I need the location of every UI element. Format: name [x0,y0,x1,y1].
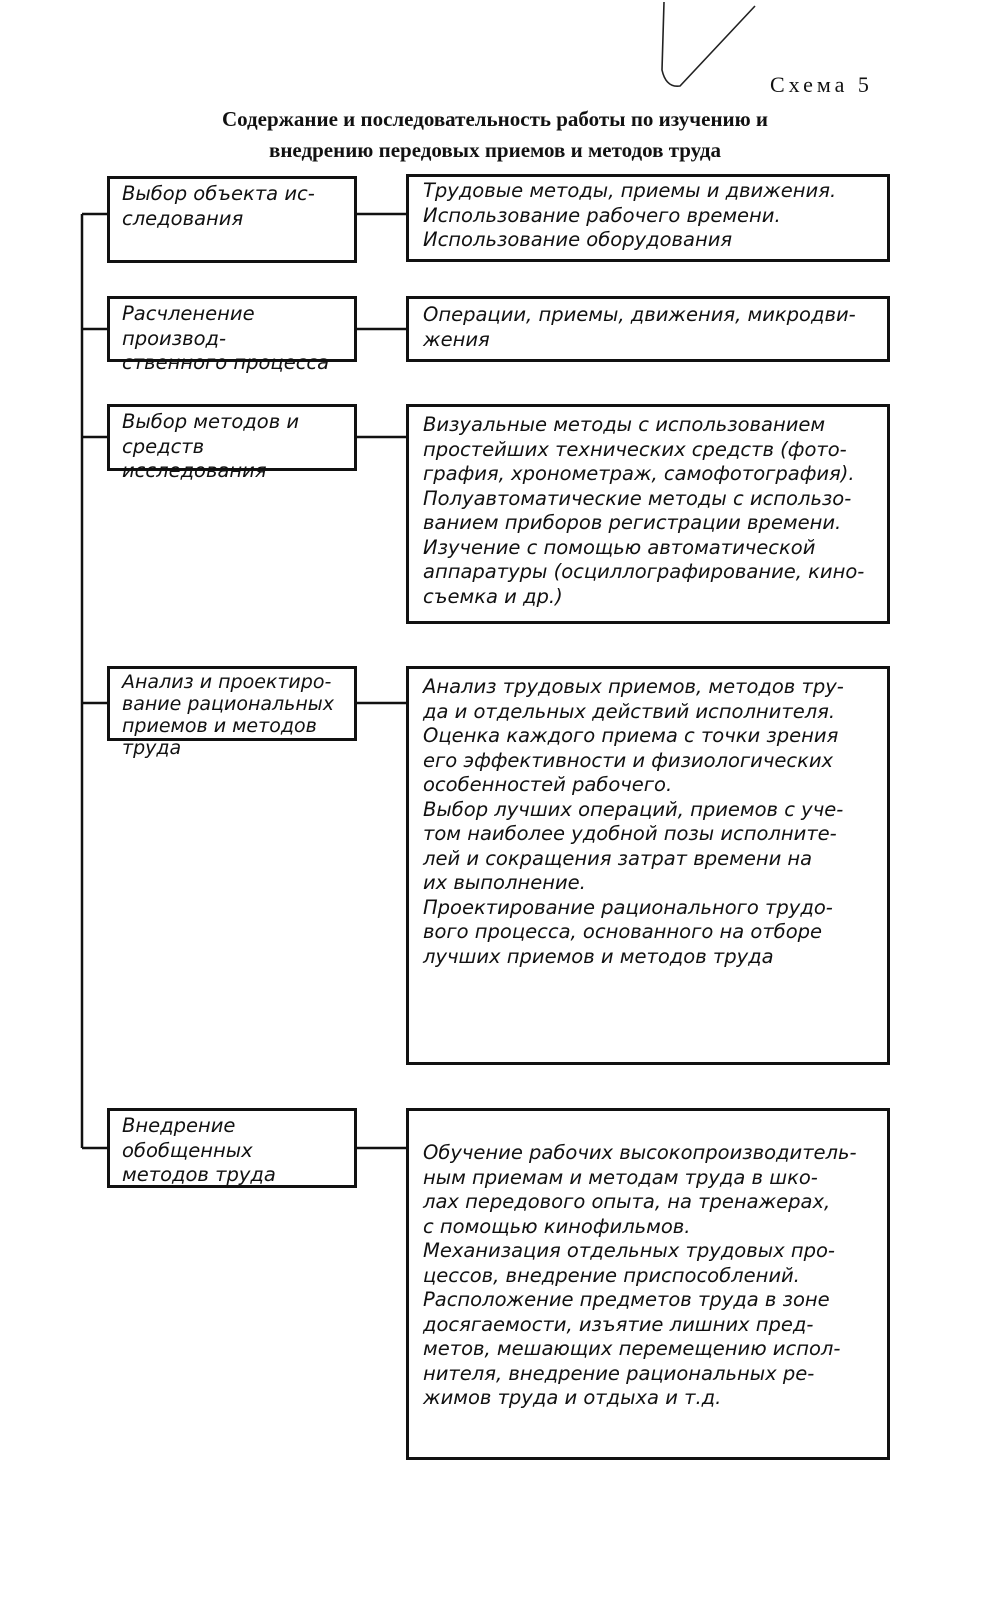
scheme-label: Схема 5 [770,72,873,97]
stage-box-2: Расчленение производ- ственного процесса [107,296,357,362]
stage-box-1: Выбор объекта ис- следования [107,176,357,263]
title-line-1: Содержание и последовательность работы по изучению и [221,107,769,131]
stage-box-5: Внедрение обобщенных методов труда [107,1108,357,1188]
detail-box-1: Трудовые методы, приемы и движения. Использование рабочего времени. Использование оборудования [406,174,890,262]
stage-box-4: Анализ и проектиро- вание рациональных приемов и методов труда [107,666,357,741]
detail-box-5: Обучение рабочих высокопроизводитель- ным приемам и методам труда в шко- лах передового опыта, на тренажерах, с помощью кинофильмов. Механизация отдельных трудовых про- цессов, внедрение приспособлений. Расположение предметов труда в зоне досягаемости, изъятие лишних пред- метов, мешающих перемещению испол- нителя, внедрение рациональных ре- жимов труда и отдыха и т.д. [406,1108,890,1460]
title-line-2: внедрению передовых приемов и методов труда [268,138,721,162]
stage-box-3: Выбор методов и средств исследования [107,404,357,471]
detail-box-2: Операции, приемы, движения, микродви- жения [406,296,890,362]
detail-box-3: Визуальные методы с использованием простейших технических средств (фото- графия, хронометраж, самофотография). Полуавтоматические методы с использо- ванием приборов регистрации времени. Изучение с помощью автоматической аппаратуры (осциллографирование, кино- съемка и др.) [406,404,890,624]
detail-box-4: Анализ трудовых приемов, методов тру- да и отдельных действий исполнителя. Оценка каждого приема с точки зрения его эффективности и физиологических особенностей рабочего. Выбор лучших операций, приемов с уче- том наиболее удобной позы исполните- лей и сокращения затрат времени на их выполнение. Проектирование рационального трудо- вого процесса, основанного на отборе лучших приемов и методов труда [406,666,890,1065]
